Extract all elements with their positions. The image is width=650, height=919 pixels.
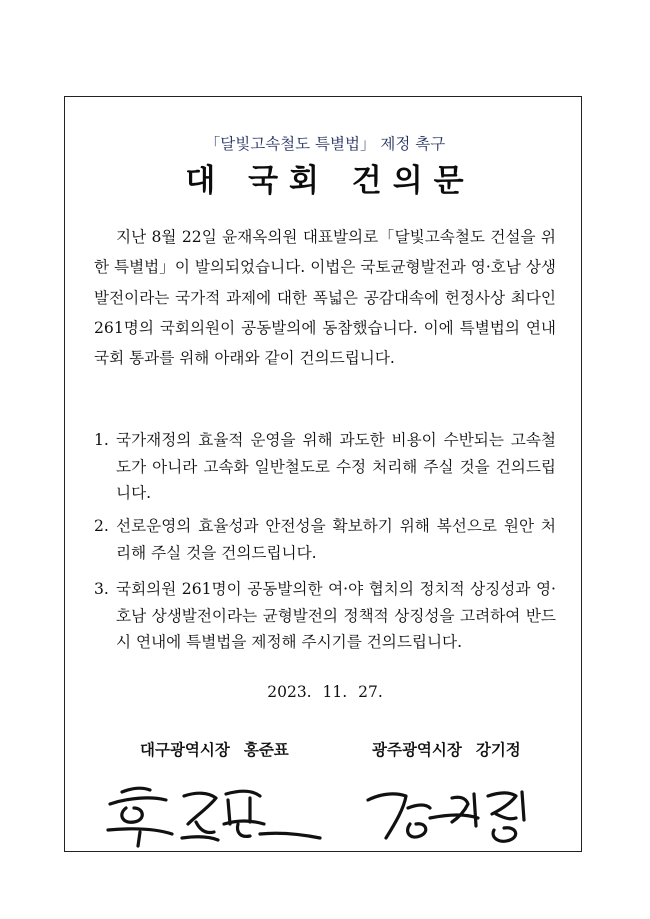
list-item-text: 국가재정의 효율적 운영을 위해 과도한 비용이 수반되는 고속철도가 아니라 고속화 일반철도로 수정 처리해 주실 것을 건의드립니다. [116,431,556,502]
signer-title: 광주광역시장 [372,741,462,759]
list-item-number: 3. [94,580,109,598]
signer-gwangju [372,738,521,760]
list-item-text: 국회의원 261명이 공동발의한 여·야 협치의 정치적 상징성과 영·호남 상생발전이라는 균형발전의 정책적 상징성을 고려하여 반드시 연내에 특별법을 제정해 주시기를 건의드립니다. [116,580,556,651]
signer-daegu [140,738,289,760]
signer-name: 홍준표 [243,741,289,759]
list-item [94,427,556,507]
signer-title: 대구광역시장 [140,741,230,759]
list-item-number: 1. [94,431,109,449]
list-item-text: 선로운영의 효율성과 안전성을 확보하기 위해 복선으로 원안 처리해 주실 것을 건의드립니다. [116,517,556,562]
document-subtitle: 「달빛고속철도 특별법」 제정 촉구 [204,135,446,153]
list-item [94,576,556,656]
intro-paragraph: 지난 8월 22일 윤재옥의원 대표발의로「달빛고속철도 건설을 위한 특별법」이 발의되었습니다. 이법은 국토균형발전과 영·호남 상생발전이라는 국가적 과제에 대한 폭넓은 공감대속에 헌정사상 최다인 261명의 국회의원이 공동발의에 동참했습니다. 이에 특별법의 연내 국회 통과를 위해 아래와 같이 건의드립니다. [94,228,556,368]
signer-name: 강기정 [475,741,521,759]
document-date: 2023. 11. 27. [267,683,383,701]
document-title: 대 국회 건의문 [185,163,475,199]
list-item [94,513,556,566]
signature-hong [100,778,325,848]
signature-kang [360,778,540,848]
list-item-number: 2. [94,517,109,535]
